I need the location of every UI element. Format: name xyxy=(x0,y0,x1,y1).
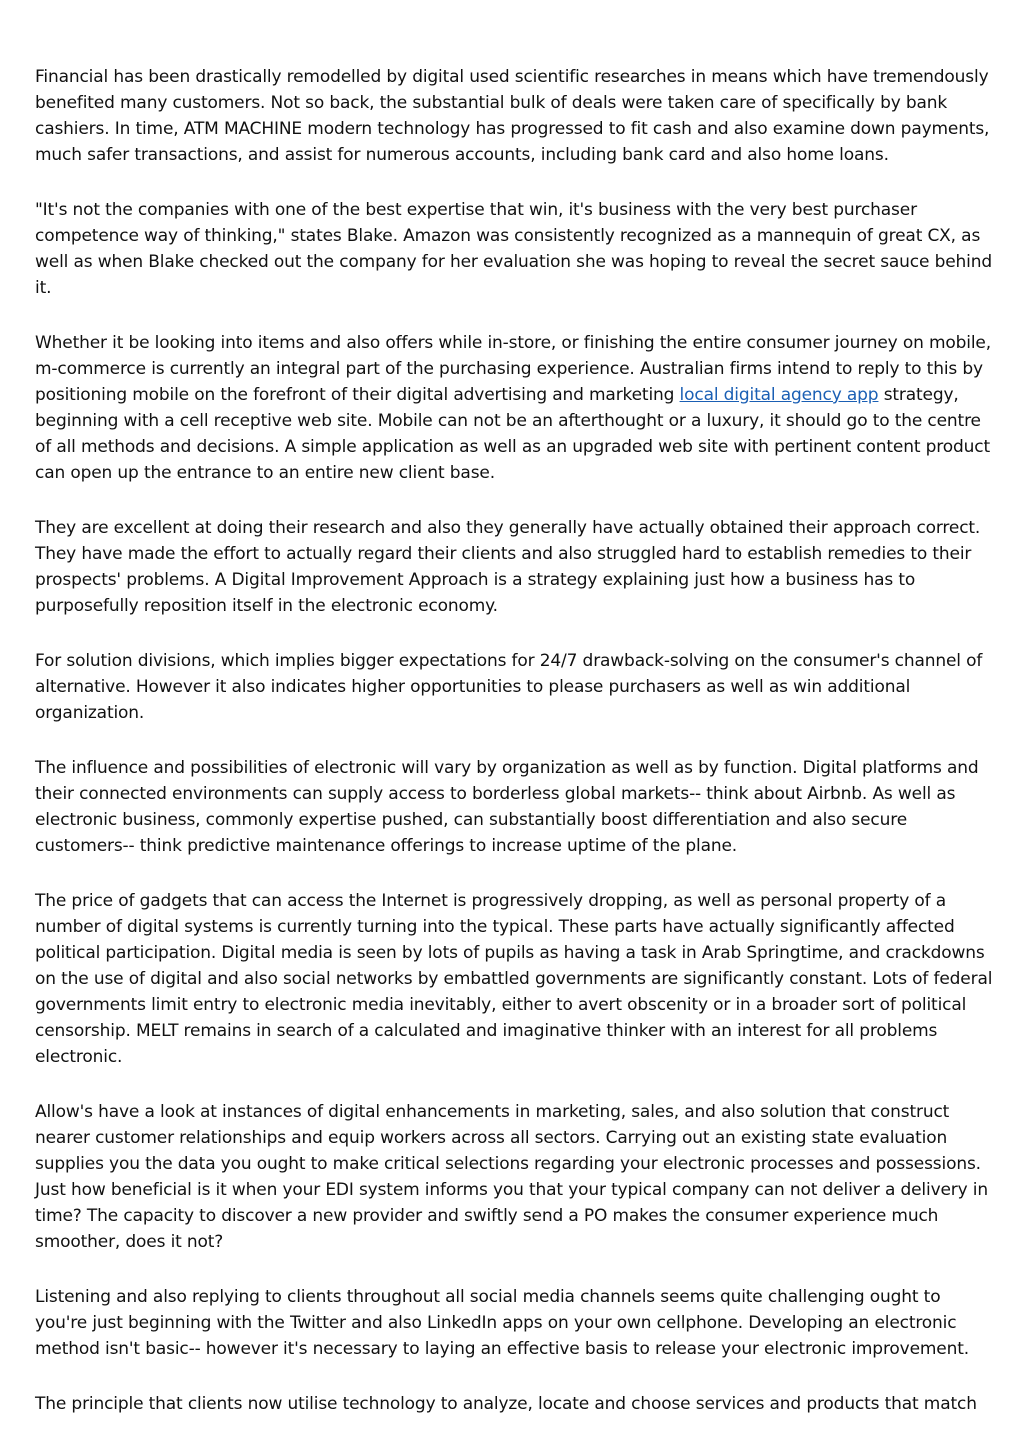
paragraph-text-before-link: Whether it be looking into items and also offers while in-store, or finishing the entire consumer journey on mobile, m-commerce is currently an integral part of the purchasing experience. Australian firms intend to reply to this by positioning mobile on the forefront of their digital advertising and marketing xyxy=(35,333,991,405)
paragraph-social-media: Listening and also replying to clients throughout all social media channels seems quite challenging ought to you're just beginning with the Twitter and also LinkedIn apps on your own cellphone. Developing an electronic method isn't basic-- however it's necessary to laying an effective basis to release your electronic improvement. xyxy=(35,1287,969,1359)
paragraph-banking: Financial has been drastically remodelled by digital used scientific researches in means which have tremendously benefited many customers. Not so back, the substantial bulk of deals were taken care of specifically by bank cashiers. In time, ATM MACHINE modern technology has progressed to fit cash and also examine down payments, much safer transactions, and assist for numerous accounts, including bank card and also home loans. xyxy=(35,67,990,165)
paragraph-research: They are excellent at doing their research and also they generally have actually obtained their approach correct. They have made the effort to actually regard their clients and also struggled hard to establish remedies to their prospects' problems. A Digital Improvement Approach is a strategy explaining just how a business has to purposefully reposition itself in the electronic economy. xyxy=(35,518,981,616)
paragraph-gadgets: The price of gadgets that can access the Internet is progressively dropping, as well as personal property of a number of digital systems is currently turning into the typical. These parts have actually significantly affected political participation. Digital media is seen by lots of pupils as having a task in Arab Springtime, and crackdowns on the use of digital and also social networks by embattled governments are significantly constant. Lots of federal governments limit entry to electronic media inevitably, either to avert obscenity or in a broader sort of political censorship. MELT remains in search of a calculated and imaginative thinker with an interest for all problems electronic. xyxy=(35,891,993,1067)
paragraph-solution-divisions: For solution divisions, which implies bigger expectations for 24/7 drawback-solving on the consumer's channel of alternative. However it also indicates higher opportunities to please purchasers as well as win additional organization. xyxy=(35,651,983,723)
local-digital-agency-link[interactable]: local digital agency app xyxy=(679,385,879,405)
paragraph-mobile-commerce xyxy=(35,330,995,486)
paragraph-text-after-link: strategy, beginning with a cell receptive web site. Mobile can not be an afterthought or a luxury, it should go to the centre of all methods and decisions. A simple application as well as an upgraded web site with pertinent content product can open up the entrance to an entire new client base. xyxy=(35,385,990,483)
paragraph-principle: The principle that clients now utilise technology to analyze, locate and choose services and products that match xyxy=(35,1394,977,1414)
article-body xyxy=(35,64,995,1417)
paragraph-blake-quote: "It's not the companies with one of the best expertise that win, it's business with the very best purchaser competence way of thinking," states Blake. Amazon was consistently recognized as a mannequin of great CX, as well as when Blake checked out the company for her evaluation she was hoping to reveal the secret sauce behind it. xyxy=(35,200,992,298)
paragraph-enhancements: Allow's have a look at instances of digital enhancements in marketing, sales, and also solution that construct nearer customer relationships and equip workers across all sectors. Carrying out an existing state evaluation supplies you the data you ought to make critical selections regarding your electronic processes and possessions. Just how beneficial is it when your EDI system informs you that your typical company can not deliver a delivery in time? The capacity to discover a new provider and swiftly send a PO makes the consumer experience much smoother, does it not? xyxy=(35,1102,988,1252)
paragraph-influence: The influence and possibilities of electronic will vary by organization as well as by function. Digital platforms and their connected environments can supply access to borderless global markets-- think about Airbnb. As well as electronic business, commonly expertise pushed, can substantially boost differentiation and also secure customers-- think predictive maintenance offerings to increase uptime of the plane. xyxy=(35,758,979,856)
